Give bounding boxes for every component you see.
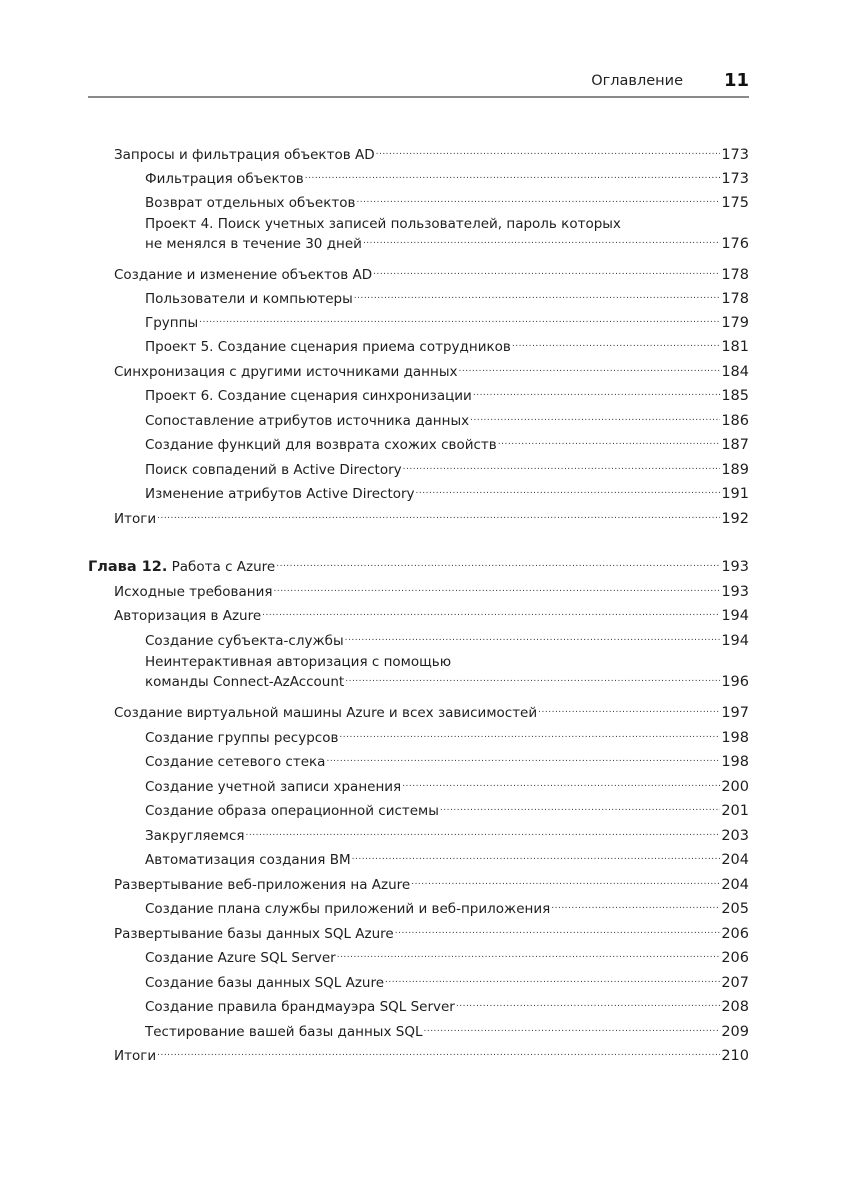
toc-entry-title: Итоги xyxy=(114,1048,157,1064)
toc-page-number: 204 xyxy=(721,852,749,868)
dot-leader xyxy=(273,581,720,598)
toc-entry-title: Закругляемся xyxy=(145,828,245,844)
toc-page-number: 173 xyxy=(721,171,749,187)
toc-entry-title: Создание группы ресурсов xyxy=(145,730,339,746)
toc-entry-title: Создание правила брандмауэра SQL Server xyxy=(145,999,455,1015)
toc-page-number: 197 xyxy=(721,705,749,721)
toc-page-number: 193 xyxy=(721,559,749,575)
toc-entry-title: Проект 6. Создание сценария синхронизации xyxy=(145,388,472,404)
dot-leader xyxy=(395,923,721,940)
toc-entry[interactable] xyxy=(145,972,749,992)
toc-entry[interactable] xyxy=(145,800,749,820)
toc-page-number: 186 xyxy=(721,413,749,429)
toc-page-number: 208 xyxy=(721,999,749,1015)
toc-entry-title: Тестирование вашей базы данных SQL xyxy=(145,1024,423,1040)
toc-entry[interactable] xyxy=(145,288,749,308)
toc-entry-title: Создание учетной записи хранения xyxy=(145,779,402,795)
toc-entry[interactable] xyxy=(145,996,749,1016)
dot-leader xyxy=(551,898,720,915)
toc-entry[interactable] xyxy=(145,727,749,747)
toc-entry-title: Фильтрация объектов xyxy=(145,171,304,187)
toc-page-number: 181 xyxy=(721,339,749,355)
toc-page-number: 194 xyxy=(721,608,749,624)
toc-chapter-entry[interactable] xyxy=(88,556,749,576)
toc-entry-title: Проект 5. Создание сценария приема сотрудников xyxy=(145,339,511,355)
toc-page-number: 193 xyxy=(721,584,749,600)
toc-entry-title: Создание Azure SQL Server xyxy=(145,950,336,966)
toc-entry[interactable] xyxy=(145,776,749,796)
dot-leader xyxy=(157,1045,720,1062)
toc-entry[interactable] xyxy=(114,581,749,601)
dot-leader xyxy=(199,312,720,329)
dot-leader xyxy=(458,361,720,378)
dot-leader xyxy=(376,144,721,161)
running-header xyxy=(88,68,749,98)
dot-leader xyxy=(246,825,721,842)
toc-page-number: 175 xyxy=(721,195,749,211)
toc-page-number: 207 xyxy=(721,975,749,991)
toc-page-number: 209 xyxy=(721,1024,749,1040)
toc-entry[interactable] xyxy=(145,483,749,503)
dot-leader xyxy=(512,336,720,353)
toc-entry[interactable] xyxy=(145,192,749,212)
toc-page-number: 205 xyxy=(721,901,749,917)
toc-entry[interactable] xyxy=(145,825,749,845)
toc-page-number: 196 xyxy=(721,674,749,690)
toc-entry-title-line1: Неинтерактивная авторизация с помощью xyxy=(145,654,452,670)
toc-entry[interactable] xyxy=(114,605,749,625)
toc-entry-title-line1: Проект 4. Поиск учетных записей пользователей, пароль которых xyxy=(145,216,621,232)
dot-leader xyxy=(373,264,720,281)
dot-leader xyxy=(345,630,721,647)
dot-leader xyxy=(262,605,720,622)
toc-page-number: 173 xyxy=(721,147,749,163)
toc-entry[interactable] xyxy=(145,434,749,454)
toc-entry[interactable] xyxy=(145,751,749,771)
toc-entry[interactable] xyxy=(145,312,749,332)
dot-leader xyxy=(411,874,720,891)
dot-leader xyxy=(352,849,721,866)
dot-leader xyxy=(538,702,720,719)
chapter-label: Глава 12. xyxy=(88,559,168,575)
dot-leader xyxy=(498,434,721,451)
toc-entry-title: Создание базы данных SQL Azure xyxy=(145,975,385,991)
header-title: Оглавление xyxy=(591,73,683,89)
dot-leader xyxy=(473,385,720,402)
toc-entry[interactable] xyxy=(114,144,749,164)
toc-page-number: 191 xyxy=(721,486,749,502)
toc-page-number: 194 xyxy=(721,633,749,649)
toc-entry-title: Создание функций для возврата схожих свойств xyxy=(145,437,497,453)
toc-entry[interactable] xyxy=(114,702,749,722)
toc-entry[interactable] xyxy=(145,216,749,253)
toc-entry-line2 xyxy=(145,671,749,691)
toc-entry-title: Поиск совпадений в Active Directory xyxy=(145,462,402,478)
toc-entry-title: Изменение атрибутов Active Directory xyxy=(145,486,415,502)
toc-page-number: 184 xyxy=(721,364,749,380)
dot-leader xyxy=(470,410,720,427)
toc-page-number: 200 xyxy=(721,779,749,795)
toc-entry-title: не менялся в течение 30 дней xyxy=(145,236,362,252)
toc-page-number: 179 xyxy=(721,315,749,331)
toc-entry-title: Работа с Azure xyxy=(171,559,276,575)
toc-entry[interactable] xyxy=(145,849,749,869)
dot-leader xyxy=(354,288,721,305)
dot-leader xyxy=(440,800,720,817)
toc-entry-title: Создание плана службы приложений и веб-приложения xyxy=(145,901,551,917)
toc-page-number: 178 xyxy=(721,291,749,307)
toc-page-number: 206 xyxy=(721,950,749,966)
dot-leader xyxy=(326,751,720,768)
toc-page-number: 192 xyxy=(721,511,749,527)
toc-page-number: 210 xyxy=(721,1048,749,1064)
dot-leader xyxy=(276,556,720,573)
toc-entry-title: Возврат отдельных объектов xyxy=(145,195,356,211)
toc-entry[interactable] xyxy=(114,874,749,894)
dot-leader xyxy=(403,459,721,476)
dot-leader xyxy=(416,483,721,500)
toc-entry-line2 xyxy=(145,233,749,253)
toc-entry[interactable] xyxy=(145,459,749,479)
toc-entry[interactable] xyxy=(145,1021,749,1041)
dot-leader xyxy=(339,727,720,744)
dot-leader xyxy=(305,168,721,185)
toc-entry-title: Группы xyxy=(145,315,199,331)
dot-leader xyxy=(157,508,720,525)
toc-entry[interactable] xyxy=(145,947,749,967)
toc-entry-title: Запросы и фильтрация объектов AD xyxy=(114,147,375,163)
toc-page-number: 185 xyxy=(721,388,749,404)
toc-page-number: 187 xyxy=(721,437,749,453)
toc-page-number: 204 xyxy=(721,877,749,893)
toc-entry[interactable] xyxy=(114,1045,749,1065)
toc-entry[interactable] xyxy=(145,410,749,430)
dot-leader xyxy=(423,1021,720,1038)
toc-page-number: 189 xyxy=(721,462,749,478)
dot-leader xyxy=(385,972,720,989)
dot-leader xyxy=(456,996,720,1013)
dot-leader xyxy=(402,776,720,793)
toc-entry-title: Создание сетевого стека xyxy=(145,754,326,770)
toc-entry[interactable] xyxy=(114,361,749,381)
toc-entry-title: команды Connect-AzAccount xyxy=(145,674,345,690)
toc-entry[interactable] xyxy=(145,385,749,405)
toc-page-number: 198 xyxy=(721,754,749,770)
toc-entry[interactable] xyxy=(145,630,749,650)
toc-entry[interactable] xyxy=(114,923,749,943)
toc-entry-title: Автоматизация создания ВМ xyxy=(145,852,351,868)
toc-page-number: 178 xyxy=(721,267,749,283)
toc-entry-title: Пользователи и компьютеры xyxy=(145,291,353,307)
toc-entry-title: Создание образа операционной системы xyxy=(145,803,439,819)
toc-entry-title: Создание субъекта-службы xyxy=(145,633,344,649)
toc-entry-title: Итоги xyxy=(114,511,157,527)
toc-entry-title: Развертывание веб-приложения на Azure xyxy=(114,877,411,893)
toc-entry[interactable] xyxy=(114,508,749,528)
toc-entry[interactable] xyxy=(145,168,749,188)
dot-leader xyxy=(337,947,721,964)
toc-page-number: 176 xyxy=(721,236,749,252)
toc-page-number: 198 xyxy=(721,730,749,746)
toc-entry-title: Сопоставление атрибутов источника данных xyxy=(145,413,470,429)
toc-page-number: 201 xyxy=(721,803,749,819)
toc-entry-title: Синхронизация с другими источниками данных xyxy=(114,364,458,380)
toc-entry-title: Создание виртуальной машины Azure и всех зависимостей xyxy=(114,705,538,721)
toc-page-number: 206 xyxy=(721,926,749,942)
toc-entry[interactable] xyxy=(145,654,749,691)
dot-leader xyxy=(345,671,720,688)
toc-entry-title: Создание и изменение объектов AD xyxy=(114,267,373,283)
toc-entry-title: Развертывание базы данных SQL Azure xyxy=(114,926,394,942)
toc-entry-title: Исходные требования xyxy=(114,584,273,600)
toc-entry-title: Авторизация в Azure xyxy=(114,608,262,624)
toc-entry[interactable] xyxy=(145,898,749,918)
toc-entry[interactable] xyxy=(145,336,749,356)
dot-leader xyxy=(363,233,720,250)
toc-page-number: 203 xyxy=(721,828,749,844)
toc-entry[interactable] xyxy=(114,264,749,284)
page-number: 11 xyxy=(723,70,749,91)
dot-leader xyxy=(356,192,720,209)
